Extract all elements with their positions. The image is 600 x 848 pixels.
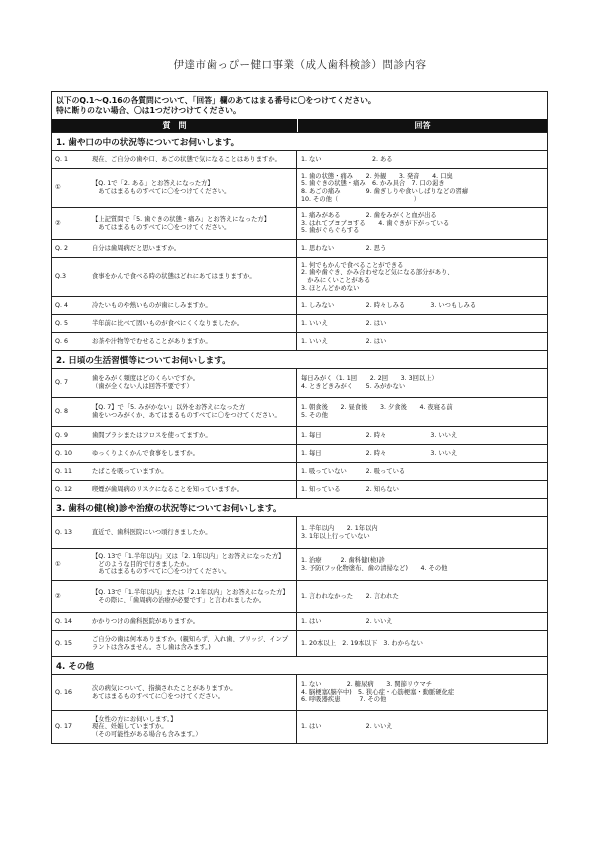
question-text: 【女性の方にお伺いします。】 現在、妊娠していますか。 （その可能性がある場合も含みます。） [92, 715, 202, 738]
question-number: Q. 15 [55, 639, 72, 647]
table-header [52, 119, 547, 132]
question-row [52, 612, 547, 630]
question-cell [52, 398, 297, 426]
question-text: 自分は歯周病だと思いますか。 [92, 244, 181, 252]
instructions: 以下のQ.1～Q.16の各質問について、「回答」欄のあてはまる番号に〇をつけてください。 特に断りのない場合、〇は1つだけつけてください。 [56, 96, 376, 115]
question-cell [52, 549, 297, 580]
question-row [52, 207, 547, 239]
table-body [52, 132, 547, 743]
question-text: たばこを吸っていますか。 [92, 467, 168, 475]
question-text: 喫煙が歯周病のリスクになることを知っていますか。 [92, 485, 243, 493]
answer-options[interactable]: 毎日みがく（1. 1回 2. 2回 3. 3回以上） 4. ときどきみがく 5. みがかない [301, 375, 438, 390]
question-number: Q. 9 [55, 431, 68, 439]
question-number: Q. 8 [55, 408, 68, 416]
answer-options[interactable]: 1. 治療 2. 歯科健(検)診 3. 予防(フッ化物塗布、歯の清掃など) 4. その他 [301, 556, 448, 572]
question-cell [52, 315, 297, 332]
question-number: ② [55, 219, 61, 227]
question-text: 冷たいものや熱いものが歯にしみますか。 [92, 301, 212, 309]
question-text: 【Q. 13で「1.半年以内」または「2.1年以内」とお答えになった方】 その際に、「歯周病の治療が必要です」と言われましたか。 [92, 588, 289, 604]
question-number: Q. 6 [55, 337, 68, 345]
question-row [52, 674, 547, 710]
question-text: 歯をみがく頻度はどのくらいですか。 （歯が全くない人は回答不要です） [92, 375, 200, 390]
question-cell [52, 711, 297, 743]
question-text: 直近で、歯科医院にいつ頃行きましたか。 [92, 528, 212, 536]
answer-options[interactable]: 1. 朝食後 2. 昼食後 3. 夕食後 4. 夜寝る前 5. その他 [301, 404, 453, 419]
question-row [52, 710, 547, 743]
question-number: Q.3 [55, 273, 66, 281]
document-title: 伊達市歯っぴー健口事業（成人歯科検診）問診内容 [173, 59, 427, 71]
question-text: かかりつけの歯科医院がありますか。 [92, 617, 200, 625]
section-title: 1. 歯や口の中の状況等についてお伺いします。 [52, 132, 547, 150]
question-row [52, 150, 547, 168]
question-row [52, 480, 547, 498]
answer-options[interactable]: 1. 言われなかった 2. 言われた [301, 592, 399, 600]
answer-options[interactable]: 1. はい 2. いいえ [301, 723, 393, 731]
question-text: 【Q. 13で「1.半年以内」又は「2. 1年以内」とお答えになった方】 どのような目的で行きましたか。 あてはまるものすべてに〇をつけてください。 [92, 553, 285, 576]
question-number: Q. 7 [55, 379, 68, 387]
question-text: ご自分の歯は何本ありますか。(親知らず、入れ歯、ブリッジ、インプラントは含みません。さし歯は含みます。) [92, 635, 289, 651]
question-cell [52, 208, 297, 239]
question-row [52, 314, 547, 332]
question-number: ① [55, 184, 61, 192]
question-row [52, 257, 547, 296]
question-text: お茶や汁物等でむせることがありますか。 [92, 337, 212, 345]
answer-options[interactable]: 1. 歯の状態・痛み 2. 外観 3. 発音 4. 口臭 5. 歯ぐきの状態・痛み 6. かみ具合 7. 口の渇き 8. あごの痛み 9. 歯ぎしりや食いしばりなどの習癖 10. その他（ ） [301, 172, 469, 203]
question-text: 半年前に比べて固いものが食べにくくなりましたか。 [92, 319, 244, 327]
answer-options[interactable]: 1. 吸っていない 2. 吸っている [301, 467, 406, 475]
answer-options[interactable]: 1. いいえ 2. はい [301, 337, 387, 345]
question-text: 【上記質問で「5. 歯ぐきの状態・痛み」とお答えになった方】 あてはまるものすべてに〇をつけてください。 [92, 215, 271, 231]
question-row [52, 332, 547, 350]
question-cell [52, 240, 297, 257]
question-number: Q. 5 [55, 319, 68, 327]
question-cell [52, 675, 297, 710]
question-row [52, 168, 547, 207]
question-number: Q. 11 [55, 467, 72, 475]
question-number: Q. 4 [55, 301, 68, 309]
questionnaire-table [51, 91, 548, 744]
question-row [52, 426, 547, 444]
question-row [52, 296, 547, 314]
question-number: Q. 10 [55, 449, 72, 457]
question-row [52, 516, 547, 548]
question-text: 歯間ブラシまたはフロスを使ってますか。 [92, 431, 212, 439]
header-answer: 回答 [297, 119, 547, 132]
question-text: 【Q. 7】で「5. みがかない」以外をお答えになった方 歯をいつみがくか、あてはまるものすべてに〇をつけてください。 [92, 404, 281, 419]
question-number: ② [55, 592, 61, 600]
question-row [52, 580, 547, 612]
answer-options[interactable]: 1. 思わない 2. 思う [301, 244, 387, 252]
question-number: Q. 17 [55, 723, 72, 731]
question-cell [52, 463, 297, 480]
question-number: Q. 13 [55, 528, 72, 536]
answer-options[interactable]: 1. しみない 2. 時々しみる 3. いつもしみる [301, 301, 477, 309]
answer-options[interactable]: 1. ない 2. 糖尿病 3. 関節リウマチ 4. 脳梗塞(脳卒中) 5. 狭心症・心筋梗塞・動脈硬化症 6. 呼吸器疾患 7. その他 [301, 681, 455, 704]
question-text: 【Q. 1で「2. ある」とお答えになった方】 あてはまるものすべてに〇をつけてください。 [92, 180, 231, 195]
answer-options[interactable]: 1. 知っている 2. 知らない [301, 485, 399, 493]
question-cell [52, 169, 297, 207]
question-number: Q. 1 [55, 155, 68, 163]
question-text: 現在、ご自分の歯や口、あごの状態で気になることはありますか。 [92, 155, 281, 163]
question-row [52, 397, 547, 426]
question-cell [52, 445, 297, 462]
question-number: Q. 14 [55, 617, 72, 625]
answer-options[interactable]: 1. 20本以上 2. 19本以下 3. わからない [301, 639, 423, 647]
answer-options[interactable]: 1. ない 2. ある [301, 155, 393, 163]
question-number: Q. 12 [55, 485, 72, 493]
question-cell [52, 517, 297, 548]
question-cell [52, 258, 297, 296]
question-row [52, 368, 547, 397]
question-cell [52, 151, 297, 168]
question-text: ゆっくりよくかんで食事をしますか。 [92, 449, 199, 457]
question-number: ① [55, 560, 61, 568]
question-cell [52, 297, 297, 314]
answer-options[interactable]: 1. 毎日 2. 時々 3. いいえ [301, 449, 458, 457]
answer-options[interactable]: 1. 毎日 2. 時々 3. いいえ [301, 431, 458, 439]
question-row [52, 630, 547, 656]
question-text: 食事をかんで食べる時の状態はどれにあてはまりますか。 [92, 273, 256, 281]
question-cell [52, 333, 297, 350]
section-title: 2. 日頃の生活習慣等についてお伺いします。 [52, 350, 547, 368]
question-cell [52, 581, 297, 612]
section-title: 4. その他 [52, 656, 547, 674]
question-text: 次の病気について、指摘されたことがありますか。 あてはまるものすべてに〇をつけてください。 [92, 684, 237, 700]
question-row [52, 239, 547, 257]
question-row [52, 462, 547, 480]
question-cell [52, 631, 297, 656]
question-row [52, 548, 547, 580]
question-number: Q. 2 [55, 244, 68, 252]
question-cell [52, 369, 297, 397]
question-cell [52, 481, 297, 498]
answer-options[interactable]: 1. 半年以内 2. 1年以内 3. 1年以上行っていない [301, 524, 378, 540]
header-question: 質 問 [162, 121, 187, 130]
question-cell [52, 427, 297, 444]
question-number: Q. 16 [55, 688, 72, 696]
question-cell [52, 613, 297, 630]
answer-options[interactable]: 1. 何でもかんで食べることができる 2. 歯や歯ぐき、かみ合わせなど気になる部分があり、 かみにくいことがある 3. ほとんどかめない [301, 261, 454, 292]
answer-options[interactable]: 1. 痛みがある 2. 歯をみがくと血が出る 3. はれてブヨブヨする 4. 歯ぐきが下がっている 5. 歯がぐらぐらする [301, 212, 450, 235]
answer-options[interactable]: 1. いいえ 2. はい [301, 319, 387, 327]
question-row [52, 444, 547, 462]
section-title: 3. 歯科の健(検)診や治療の状況等についてお伺いします。 [52, 498, 547, 516]
answer-options[interactable]: 1. はい 2. いいえ [301, 617, 393, 625]
